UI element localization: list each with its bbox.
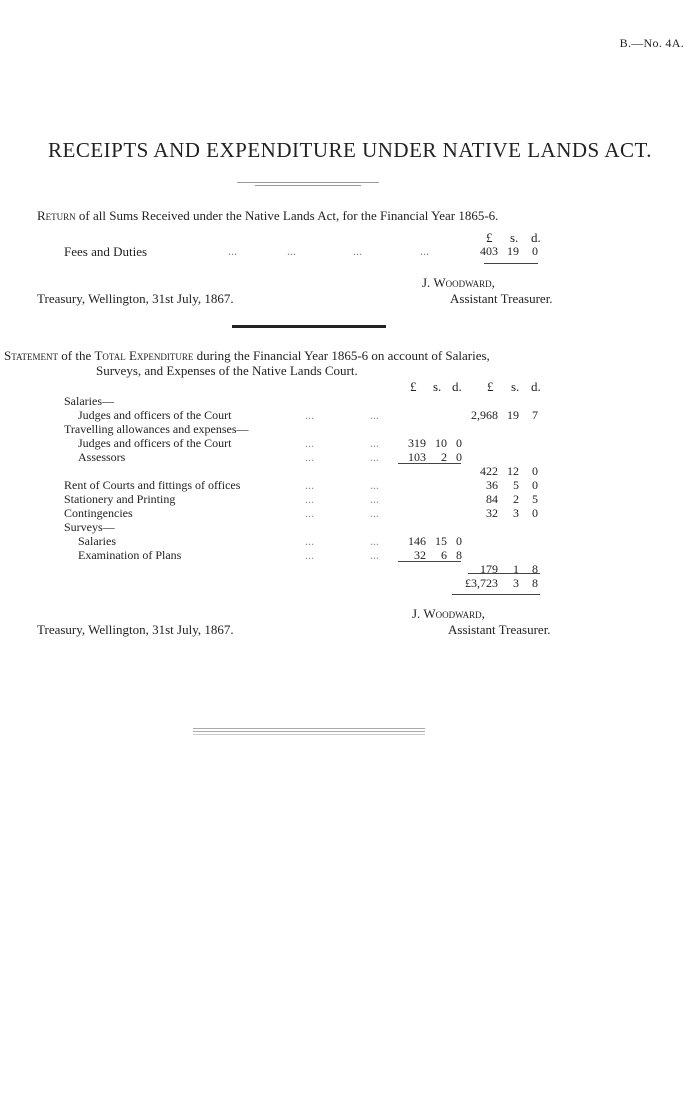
amount-shillings: 1	[513, 562, 519, 576]
subamount-pence: 0	[456, 450, 462, 464]
leader-dots: ...	[370, 408, 379, 422]
amount-pounds: 422	[480, 464, 498, 478]
total-rule	[468, 573, 540, 574]
row-label: Examination of Plans	[78, 548, 182, 562]
amount-pence: 5	[532, 492, 538, 506]
leader-dots: ...	[370, 492, 379, 506]
leader-dots: ...	[370, 506, 379, 520]
fees-duties-label: Fees and Duties	[64, 244, 148, 259]
footer-divider	[193, 728, 425, 729]
amount-pounds: 36	[486, 478, 498, 492]
amount-pence: 8	[532, 562, 538, 576]
leader-dots: ...	[370, 450, 379, 464]
page-reference: B.—No. 4A.	[619, 36, 684, 50]
leader-dots: ...	[305, 408, 314, 422]
row-label: Judges and officers of the Court	[78, 408, 232, 422]
return-signatory: J. Woodward,	[422, 275, 495, 290]
fees-amount-pence: 0	[532, 244, 538, 258]
title-divider	[237, 182, 379, 183]
subtotal-rule	[398, 561, 461, 562]
leader-dots: ...	[305, 450, 314, 464]
total-rule	[484, 263, 538, 264]
subamount-pounds: 103	[408, 450, 426, 464]
currency-header-shillings: s.	[510, 230, 519, 245]
footer-divider-2	[193, 731, 425, 732]
amount-pence: 7	[532, 408, 538, 422]
leader-dots: ...	[287, 244, 296, 258]
sub-header-pence: d.	[452, 379, 462, 394]
return-intro	[37, 208, 498, 224]
total-header-pence: d.	[531, 379, 541, 394]
row-label: Salaries	[78, 534, 116, 548]
subamount-pence: 0	[456, 534, 462, 548]
statement-intro-line2: Surveys, and Expenses of the Native Lands Court.	[96, 363, 358, 378]
page-title: RECEIPTS AND EXPENDITURE UNDER NATIVE LANDS ACT.	[47, 138, 653, 162]
total-header-shillings: s.	[511, 379, 520, 394]
fees-amount-shillings: 19	[507, 244, 519, 258]
subamount-shillings: 10	[435, 436, 447, 450]
leader-dots: ...	[305, 506, 314, 520]
currency-header-pence: d.	[531, 230, 541, 245]
subamount-pounds: 319	[408, 436, 426, 450]
amount-shillings: 12	[507, 464, 519, 478]
statement-intro: Statement of the Total Expenditure during the Financial Year 1865-6 on account of Salaries,	[4, 348, 490, 363]
row-label: Stationery and Printing	[64, 492, 176, 506]
row-label: Assessors	[78, 450, 126, 464]
grand-total-rule	[452, 594, 540, 595]
amount-pence: 0	[532, 506, 538, 520]
row-label: Salaries—	[64, 394, 114, 408]
subamount-shillings: 2	[441, 450, 447, 464]
leader-dots: ...	[305, 548, 314, 562]
row-label: Surveys—	[64, 520, 115, 534]
amount-pence: 0	[532, 478, 538, 492]
fees-amount-pounds: 403	[480, 244, 498, 258]
sub-header-pounds: £	[410, 379, 417, 394]
subamount-pounds: 146	[408, 534, 426, 548]
amount-shillings: 2	[513, 492, 519, 506]
leader-dots: ...	[305, 478, 314, 492]
leader-dots: ...	[305, 436, 314, 450]
section-divider	[232, 325, 386, 328]
row-label: Contingencies	[64, 506, 133, 520]
subamount-shillings: 15	[435, 534, 447, 548]
grand-total-pounds: £3,723	[465, 576, 498, 590]
return-place-date: Treasury, Wellington, 31st July, 1867.	[37, 291, 234, 306]
leader-dots: ...	[370, 534, 379, 548]
total-header-pounds: £	[487, 379, 494, 394]
title-divider-inner	[255, 185, 361, 186]
leader-dots: ...	[420, 244, 429, 258]
currency-header-pounds: £	[486, 230, 493, 245]
grand-total-pence: 8	[532, 576, 538, 590]
amount-shillings: 19	[507, 408, 519, 422]
statement-signatory-title: Assistant Treasurer.	[448, 622, 551, 637]
amount-pence: 0	[532, 464, 538, 478]
leader-dots: ...	[370, 436, 379, 450]
statement-place-date: Treasury, Wellington, 31st July, 1867.	[37, 622, 234, 637]
sub-header-shillings: s.	[433, 379, 442, 394]
subamount-pounds: 32	[414, 548, 426, 562]
footer-divider-3	[193, 734, 425, 735]
leader-dots: ...	[370, 478, 379, 492]
amount-pounds: 32	[486, 506, 498, 520]
return-intro-lead: Return	[37, 208, 76, 223]
subamount-pence: 8	[456, 548, 462, 562]
leader-dots: ...	[370, 548, 379, 562]
amount-pounds: 84	[486, 492, 498, 506]
leader-dots: ...	[305, 534, 314, 548]
return-signatory-title: Assistant Treasurer.	[450, 291, 553, 306]
leader-dots: ...	[353, 244, 362, 258]
amount-pounds: 179	[480, 562, 498, 576]
row-label: Travelling allowances and expenses—	[64, 422, 249, 436]
subamount-pence: 0	[456, 436, 462, 450]
amount-shillings: 5	[513, 478, 519, 492]
statement-signatory: J. Woodward,	[412, 606, 485, 621]
amount-pounds: 2,968	[471, 408, 498, 422]
return-intro-text: of all Sums Received under the Native Lands Act, for the Financial Year 1865-6.	[78, 208, 499, 223]
leader-dots: ...	[305, 492, 314, 506]
leader-dots: ...	[228, 244, 237, 258]
subtotal-rule	[398, 463, 461, 464]
amount-shillings: 3	[513, 506, 519, 520]
grand-total-shillings: 3	[513, 576, 519, 590]
row-label: Judges and officers of the Court	[78, 436, 232, 450]
row-label: Rent of Courts and fittings of offices	[64, 478, 241, 492]
subamount-shillings: 6	[441, 548, 447, 562]
